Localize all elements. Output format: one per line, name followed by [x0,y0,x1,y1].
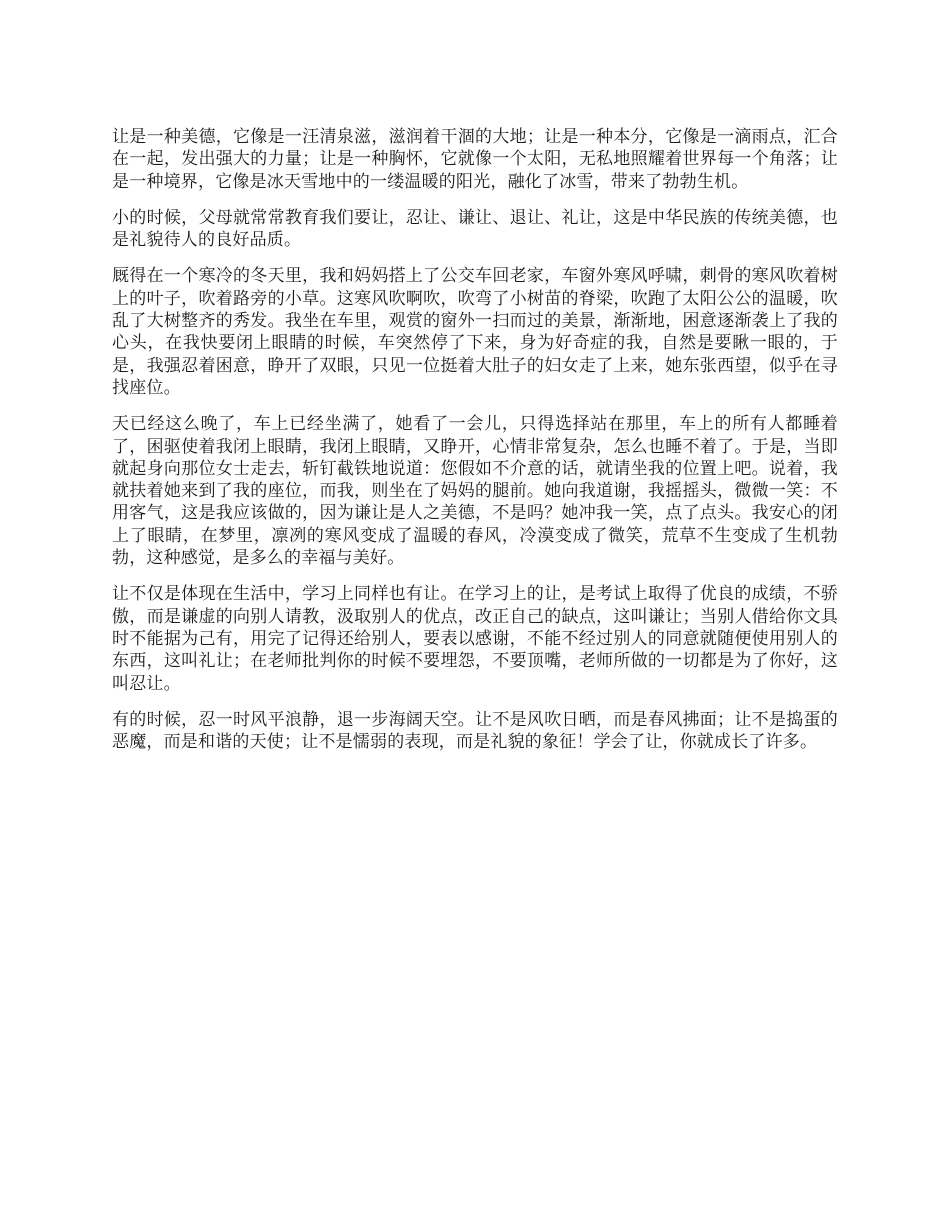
paragraph-5: 让不仅是体现在生活中，学习上同样也有让。在学习上的让，是考试上取得了优良的成绩，不骄傲，而是谦虚的向别人请教，汲取别人的优点，改正自己的缺点，这叫谦让；当别人借给你文具时不能据为己有，用完了记得还给别人，要表以感谢，不能不经过别人的同意就随便使用别人的东西，这叫礼让；在老师批判你的时候不要埋怨，不要顶嘴，老师所做的一切都是为了你好，这叫忍让。 [112,584,838,694]
paragraph-2: 小的时候，父母就常常教育我们要让，忍让、谦让、退让、礼让，这是中华民族的传统美德，也是礼貌待人的良好品质。 [112,207,838,251]
paragraph-1: 让是一种美德，它像是一汪清泉滋，滋润着干涸的大地；让是一种本分，它像是一滴雨点，汇合在一起，发出强大的力量；让是一种胸怀，它就像一个太阳，无私地照耀着世界每一个角落；让是一种境界，它像是冰天雪地中的一缕温暖的阳光，融化了冰雪，带来了勃勃生机。 [112,127,838,192]
paragraph-3: 厩得在一个寒冷的冬天里，我和妈妈搭上了公交车回老家，车窗外寒风呼啸，刺骨的寒风吹着树上的叶子，吹着路旁的小草。这寒风吹啊吹，吹弯了小树苗的脊梁，吹跑了太阳公公的温暖，吹乱了大树整齐的秀发。我坐在车里，观赏的窗外一扫而过的美景，渐渐地，困意逐渐袭上了我的心头，在我快要闭上眼睛的时候，车突然停了下来，身为好奇症的我，自然是要瞅一眼的，于是，我强忍着困意，睁开了双眼，只见一位挺着大肚子的妇女走了上来，她东张西望，似乎在寻找座位。 [112,266,838,398]
paragraph-4: 天已经这么晚了，车上已经坐满了，她看了一会儿，只得选择站在那里，车上的所有人都睡着了，困驱使着我闭上眼睛，我闭上眼睛，又睁开，心情非常复杂，怎么也睡不着了。于是，当即就起身向那位女士走去，斩钉截铁地说道：您假如不介意的话，就请坐我的位置上吧。说着，我就扶着她来到了我的座位，而我，则坐在了妈妈的腿前。她向我道谢，我摇摇头，微微一笑：不用客气，这是我应该做的，因为谦让是人之美德，不是吗？她冲我一笑，点了点头。我安心的闭上了眼睛，在梦里，凛冽的寒风变成了温暖的春风，冷漠变成了微笑，荒草不生变成了生机勃勃，这种感觉，是多么的幸福与美好。 [112,414,838,569]
document-body [112,126,838,767]
paragraph-6: 有的时候，忍一时风平浪静，退一步海阔天空。让不是风吹日晒，而是春风拂面；让不是捣蛋的恶魔，而是和谐的天使；让不是懦弱的表现，而是礼貌的象征！学会了让，你就成长了许多。 [112,709,838,753]
